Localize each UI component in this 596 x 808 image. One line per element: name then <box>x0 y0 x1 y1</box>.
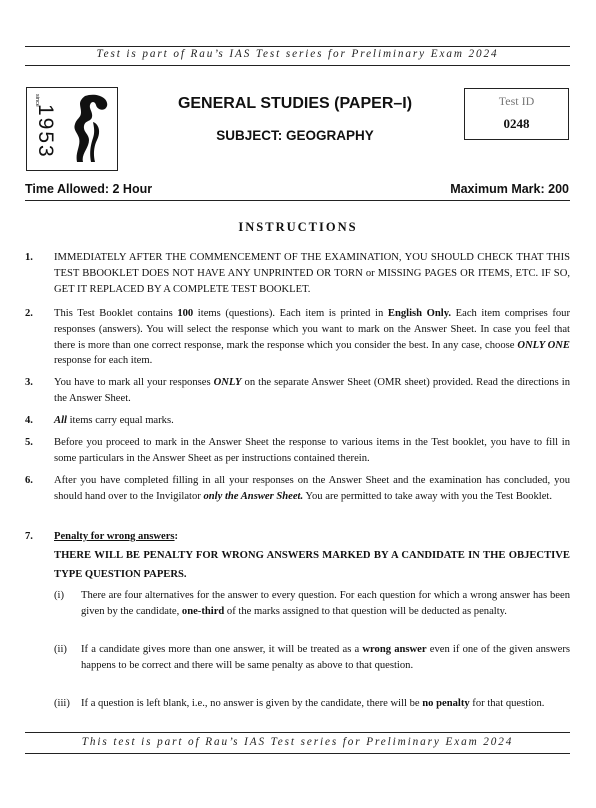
sub-item-number: (i) <box>54 590 64 601</box>
item-text: After you have completed filling in all your responses on the Answer Sheet and the examination has concluded, you should hand over to the Invigilator only the Answer Sheet. You are permitted to take away with you the Test Booklet. <box>54 475 570 502</box>
item-text: You have to mark all your responses ONLY on the separate Answer Sheet (OMR sheet) provided. Read the directions in the Answer Sheet. <box>54 377 570 404</box>
sub-item-iii <box>54 696 570 712</box>
sub-item-text: There are four alternatives for the answer to every question. For each question for which a wrong answer has been given by the candidate, one-third of the marks assigned to that question will be deducted as penalty. <box>81 590 570 617</box>
paper-subject: SUBJECT: GEOGRAPHY <box>216 128 374 143</box>
face-profile-icon <box>63 92 111 166</box>
sub-item-ii <box>54 642 570 674</box>
logo-text <box>31 92 61 166</box>
max-mark: Maximum Mark: 200 <box>450 182 569 196</box>
header-rule <box>25 200 570 201</box>
item-text: IMMEDIATELY AFTER THE COMMENCEMENT OF THE EXAMINATION, YOU SHOULD CHECK THAT THIS TEST BBOOKLET DOES NOT HAVE ANY UNPRINTED OR TORN or MISSING PAGES OR ITEMS, ETC. IF SO, GET IT REPLACED BY A COMPLETE TEST BOOKLET. <box>54 252 570 295</box>
logo <box>26 87 118 171</box>
item-text: This Test Booklet contains 100 items (questions). Each item is printed in English Only. Each item comprises four responses (answers). You will select the response which you want to mark on the Answer Sheet. In case you feel that there is more than one correct response, mark the response which you consider the best. In any case, choose ONLY ONE response for each item. <box>54 308 570 367</box>
sub-item-text: If a candidate gives more than one answer, it will be treated as a wrong answer even if one of the given answers happens to be correct and there will be same penalty as above to that question. <box>81 644 570 671</box>
sub-item-number: (iii) <box>54 698 70 709</box>
instruction-item-5 <box>25 435 570 467</box>
instruction-item-6 <box>25 473 570 505</box>
item-number: 1. <box>25 252 33 263</box>
test-id-value: 0248 <box>503 116 530 131</box>
test-id-box <box>464 88 569 140</box>
bottom-banner: This test is part of Rau’s IAS Test series for Preliminary Exam 2024 <box>81 736 514 748</box>
instruction-item-1 <box>25 250 570 297</box>
item-number: 6. <box>25 475 33 486</box>
instruction-item-4 <box>25 413 570 429</box>
penalty-notice: THERE WILL BE PENALTY FOR WRONG ANSWERS MARKED BY A CANDIDATE IN THE OBJECTIVE TYPE QUESTION PAPERS. <box>54 550 570 580</box>
sub-item-i <box>54 588 570 620</box>
top-rule-lower <box>25 65 570 66</box>
instruction-item-3 <box>25 375 570 407</box>
time-allowed: Time Allowed: 2 Hour <box>25 182 153 196</box>
item-number: 7. <box>25 531 33 542</box>
item-number: 2. <box>25 308 33 319</box>
item-number: 3. <box>25 377 33 388</box>
penalty-heading: Penalty for wrong answers: <box>54 531 179 542</box>
instruction-item-2 <box>25 306 570 369</box>
logo-year: 1953 <box>34 104 57 159</box>
instruction-item-7 <box>25 527 570 584</box>
bottom-rule-lower <box>25 753 570 754</box>
logo-since: since <box>34 94 40 107</box>
sub-item-text: If a question is left blank, i.e., no answer is given by the candidate, there will be no penalty for that question. <box>81 698 545 709</box>
bottom-rule <box>25 732 570 733</box>
sub-item-number: (ii) <box>54 644 67 655</box>
item-text: All items carry equal marks. <box>54 415 174 426</box>
paper-title: GENERAL STUDIES (PAPER–I) <box>177 95 413 112</box>
top-banner: Test is part of Rau’s IAS Test series for Preliminary Exam 2024 <box>96 48 499 60</box>
top-rule <box>25 46 570 47</box>
item-number: 4. <box>25 415 33 426</box>
test-id-label: Test ID <box>498 94 535 108</box>
instructions-heading: INSTRUCTIONS <box>238 220 358 234</box>
item-text: Before you proceed to mark in the Answer Sheet the response to various items in the Test booklet, you have to fill in some particulars in the Answer Sheet as per instructions contained therein. <box>54 437 570 464</box>
item-number: 5. <box>25 437 33 448</box>
